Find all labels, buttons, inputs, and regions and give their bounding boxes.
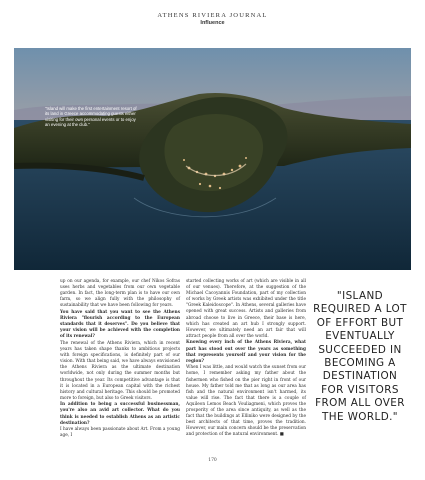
interview-question: Knowing every inch of the Athens Riviera, what part has stood out over the years as something that represents yourself and your vision for the region?: [186, 340, 306, 364]
pull-quote: "ISLAND REQUIRED A LOT OF EFFORT BUT EVENTUALLY SUCCEEDED IN BECOMING A DESTINATION FOR VISITORS FROM ALL OVER THE WORLD.": [313, 290, 407, 423]
section-label: Influence: [200, 20, 225, 26]
magazine-title: ATHENS RIVIERA JOURNAL: [157, 12, 268, 19]
interview-question: In addition to being a successful businessman, you're also an avid art collector. What do you think is needed to establish Athens as an artistic destination?: [60, 402, 180, 426]
resort-illustration: [14, 48, 411, 270]
page-number: 170: [208, 458, 217, 463]
paragraph: started collecting works of art (which are visible in all of our venues). Therefore, at the suggestion of the Michael Cacoyannis Foundation, part of my collection of works by Greek artists was exhibited under the title "Greek Kaleidoscope". In Athens, several galleries have opened with great success. Artists and galleries from abroad choose to live in Greece, their base is here, which has created an art hub I strongly support. However, we ultimately need an art fair that will attract people from all over the world.: [186, 279, 306, 339]
article-column-2: [186, 279, 306, 439]
paragraph: I have always been passionate about Art. From a young age, I: [60, 427, 180, 439]
paragraph: When I was little, and would watch the sunset from our home, I remember asking my father about the fishermen who fished on the pier right in front of our house. My father told me that as long as our area has fish and the natural environment isn't harmed, its value will rise. The fact that there is a couple of Aquileon Lemos Beach Vouliagmeni, which proves the prosperity of the area since antiquity, as well as the fact that the buildings at Elliniko were designed by the best architects of that time, proves the tradition. However, our main concern should be the preservation and protection of the natural environment. ■: [186, 365, 306, 438]
resort-aerial-photo: [14, 48, 411, 270]
end-mark: ■: [279, 432, 284, 438]
page-header: [0, 12, 425, 26]
photo-caption: "Island will make the first entertainment resort of its land in Greece accommodating guests either visiting for their own personal events or to enjoy an evening at the club.": [45, 106, 137, 127]
article-column-1: [60, 279, 180, 440]
interview-question: You have said that you want to see the Athens Riviera "flourish according to the European standards that it deserves". Do you believe that your vision will be achieved with the completion of its renewal?: [60, 309, 180, 340]
paragraph: up on our agenda, for example, our chef Nikos Sofras uses herbs and vegetables from our own vegetable garden. In fact, the long-term plan is to have our own farm, so we align fully with the philosophy of sustainability that we have been following for years.: [60, 279, 180, 309]
paragraph: The renewal of the Athens Riviera, which in recent years has taken shape thanks to ambitious projects with foreign specifications, is definitely part of our vision. With that being said, we have always envisioned the Athens Riviera as the ultimate destination worldwide, not only during the summer months but throughout the year. Its competitive advantage is that it is located in a European capital with the richest history and cultural heritage. This should be promoted more to foreign, but also to Greek visitors.: [60, 340, 180, 401]
